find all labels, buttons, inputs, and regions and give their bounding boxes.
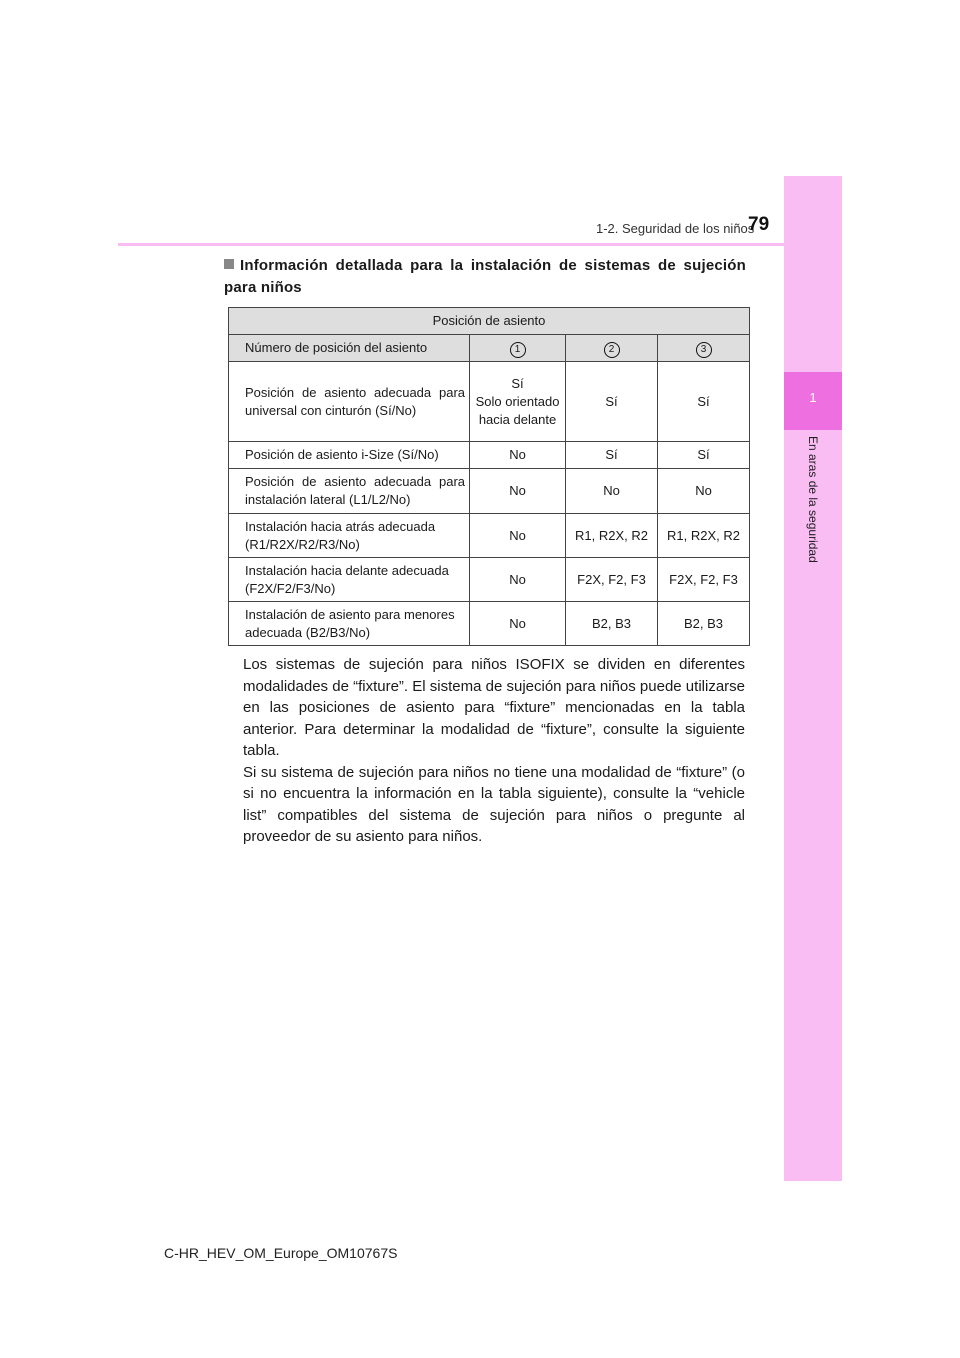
row-label: Posición de asiento adecuada para instalación lateral (L1/L2/No) [229, 469, 470, 514]
side-tab [784, 176, 842, 1181]
cell-value: B2, B3 [658, 602, 750, 646]
position-1-header [470, 335, 566, 362]
table-row [229, 602, 750, 646]
cell-value: R1, R2X, R2 [658, 514, 750, 558]
cell-value: Sí [658, 362, 750, 442]
circled-number: 1 [510, 342, 526, 358]
square-bullet-icon [224, 259, 234, 269]
seat-position-table [228, 307, 750, 646]
table-title: Posición de asiento [229, 308, 750, 335]
row-label: Posición de asiento i-Size (Sí/No) [229, 442, 470, 469]
row-label: Instalación hacia delante adecuada (F2X/F2/F3/No) [229, 558, 470, 602]
paragraph: Los sistemas de sujeción para niños ISOFIX se dividen en diferentes modalidades de “fixture”. El sistema de sujeción para niños puede utilizarse en las posiciones de asiento para “fixture” mencionadas en la tabla anterior. Para determinar la modalidad de “fixture”, consulte la siguiente tabla. [243, 656, 745, 759]
header-divider [118, 243, 841, 246]
section-heading [224, 255, 746, 299]
table-row [229, 442, 750, 469]
cell-value: No [566, 469, 658, 514]
row-label: Instalación de asiento para menores adecuada (B2/B3/No) [229, 602, 470, 646]
cell-value: No [470, 602, 566, 646]
cell-value: Sí [566, 362, 658, 442]
row-label: Posición de asiento adecuada para universal con cinturón (Sí/No) [229, 362, 470, 442]
cell-value: F2X, F2, F3 [658, 558, 750, 602]
position-3-header [658, 335, 750, 362]
circled-number: 2 [604, 342, 620, 358]
circled-number: 3 [696, 342, 712, 358]
heading-text: Información detallada para la instalación de sistemas de sujeción para niños [224, 257, 746, 296]
cell-value: No [470, 442, 566, 469]
cell-value: Sí [658, 442, 750, 469]
row-label: Instalación hacia atrás adecuada (R1/R2X/R2/R3/No) [229, 514, 470, 558]
cell-value: No [658, 469, 750, 514]
table-row [229, 558, 750, 602]
paragraph: Si su sistema de sujeción para niños no tiene una modalidad de “fixture” (o si no encuentra la información en la tabla siguiente), consulte la “vehicle list” compatibles del sistema de sujeción para niños o pregunte al proveedor de su asiento para niños. [243, 763, 745, 845]
table-row [229, 469, 750, 514]
cell-value: F2X, F2, F3 [566, 558, 658, 602]
cell-value: No [470, 558, 566, 602]
cell-value: B2, B3 [566, 602, 658, 646]
body-text [243, 654, 745, 848]
document-footer: C-HR_HEV_OM_Europe_OM10767S [164, 1245, 398, 1261]
side-tab-number: 1 [809, 390, 817, 405]
page-number: 79 [748, 214, 770, 235]
position-number-label: Número de posición del asiento [229, 335, 470, 362]
cell-value: No [470, 469, 566, 514]
side-tab-title: En aras de la seguridad [806, 436, 820, 563]
table-row [229, 362, 750, 442]
cell-value: Sí Solo orientado hacia delante [470, 362, 566, 442]
position-2-header [566, 335, 658, 362]
cell-value: No [470, 514, 566, 558]
cell-value: R1, R2X, R2 [566, 514, 658, 558]
table-row [229, 514, 750, 558]
section-title: 1-2. Seguridad de los niños [596, 221, 755, 236]
cell-value: Sí [566, 442, 658, 469]
